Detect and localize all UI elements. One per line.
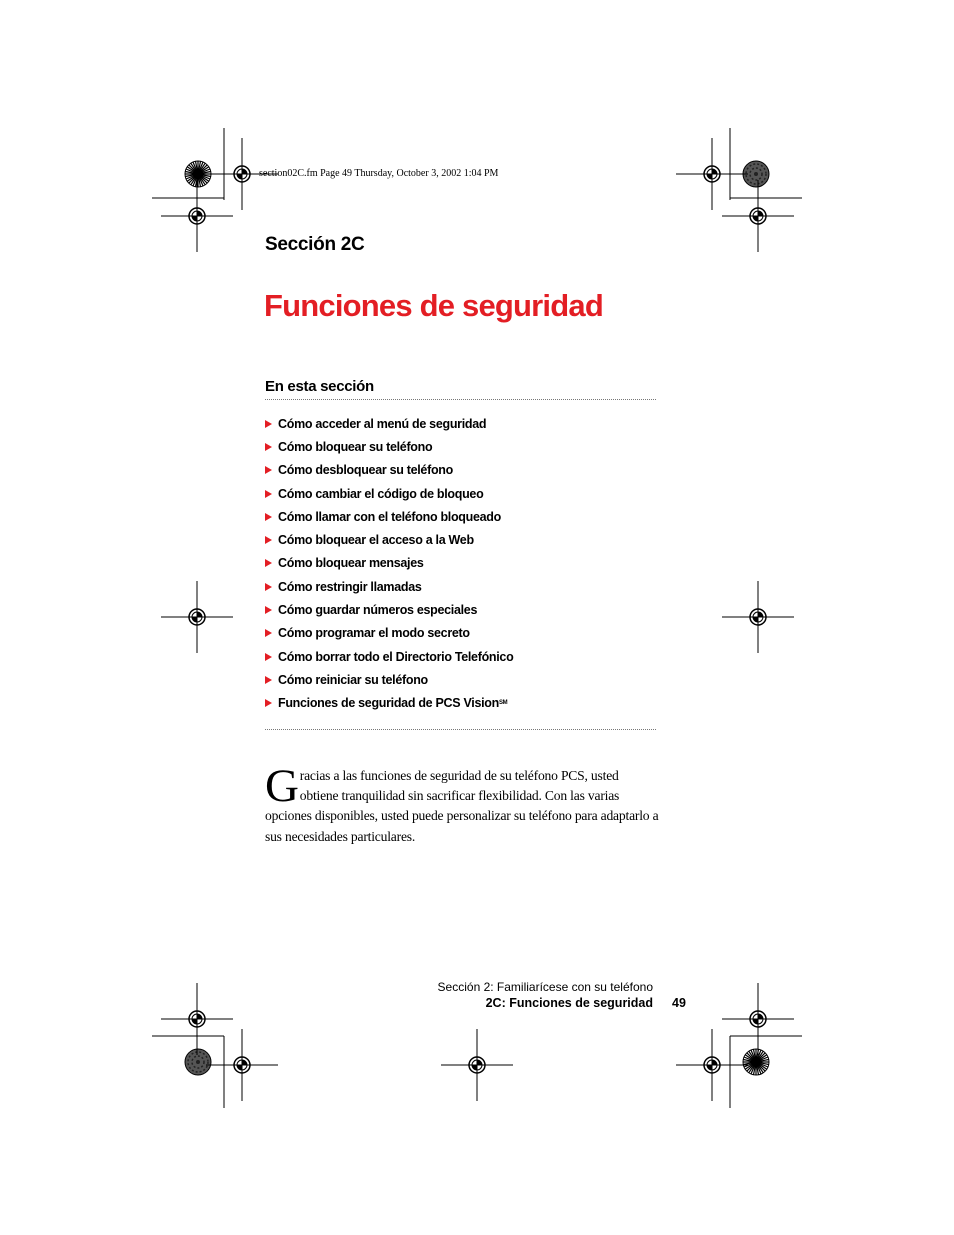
toc-list [265,412,513,715]
registration-target-mark [676,138,748,210]
page-title: Funciones de seguridad [264,288,603,323]
print-info-slug: section02C.fm Page 49 Thursday, October 3, 2002 1:04 PM [259,168,499,179]
toc-item[interactable]: Cómo borrar todo el Directorio Telefónico [265,645,513,668]
registration-target-mark [161,180,233,252]
registration-target-mark [722,180,794,252]
toc-item[interactable]: Cómo acceder al menú de seguridad [265,412,513,435]
registration-target-mark [676,1029,748,1101]
drop-cap: G [265,760,299,812]
registration-target-mark [161,581,233,653]
registration-target-mark [161,983,233,1055]
red-triangle-bullet-icon [265,583,272,591]
red-triangle-bullet-icon [265,559,272,567]
toc-item[interactable]: Cómo bloquear su teléfono [265,435,513,458]
red-triangle-bullet-icon [265,676,272,684]
red-triangle-bullet-icon [265,490,272,498]
section-label: Sección 2C [265,234,365,255]
toc-item[interactable]: Cómo bloquear mensajes [265,552,513,575]
registration-target-mark [206,1029,278,1101]
red-triangle-bullet-icon [265,653,272,661]
intro-text: racias a las funciones de seguridad de su teléfono PCS, usted obtiene tranquilidad sin sacrificar flexibilidad. Con las varias opciones disponibles, usted puede personalizar su teléfono para adaptarlo a sus necesidades particulares. [265,768,659,844]
toc-item[interactable]: Cómo restringir llamadas [265,575,513,598]
intro-paragraph [265,760,660,847]
toc-item[interactable]: Cómo desbloquear su teléfono [265,459,513,482]
registration-star-mark [185,1049,211,1075]
toc-bottom-divider [265,729,656,730]
red-triangle-bullet-icon [265,513,272,521]
registration-star-mark [743,1049,769,1075]
red-triangle-bullet-icon [265,443,272,451]
toc-item[interactable]: Cómo programar el modo secreto [265,622,513,645]
toc-item[interactable]: Cómo guardar números especiales [265,598,513,621]
registration-target-mark [722,983,794,1055]
red-triangle-bullet-icon [265,606,272,614]
toc-item[interactable]: Cómo llamar con el teléfono bloqueado [265,505,513,528]
red-triangle-bullet-icon [265,420,272,428]
red-triangle-bullet-icon [265,699,272,707]
service-mark: SM [498,700,508,707]
footer-chapter: Sección 2: Familiarícese con su teléfono [437,980,653,994]
toc-heading: En esta sección [265,378,374,395]
red-triangle-bullet-icon [265,629,272,637]
toc-item[interactable]: Cómo bloquear el acceso a la Web [265,528,513,551]
registration-target-mark [441,1029,513,1101]
red-triangle-bullet-icon [265,536,272,544]
footer-section: 2C: Funciones de seguridad [485,996,653,1010]
registration-target-mark [722,581,794,653]
toc-item[interactable]: Funciones de seguridad de PCS Vision SM [265,692,513,715]
toc-top-divider [265,399,656,400]
red-triangle-bullet-icon [265,466,272,474]
page-number: 49 [672,996,686,1010]
toc-item[interactable]: Cómo cambiar el código de bloqueo [265,482,513,505]
toc-item[interactable]: Cómo reiniciar su teléfono [265,668,513,691]
